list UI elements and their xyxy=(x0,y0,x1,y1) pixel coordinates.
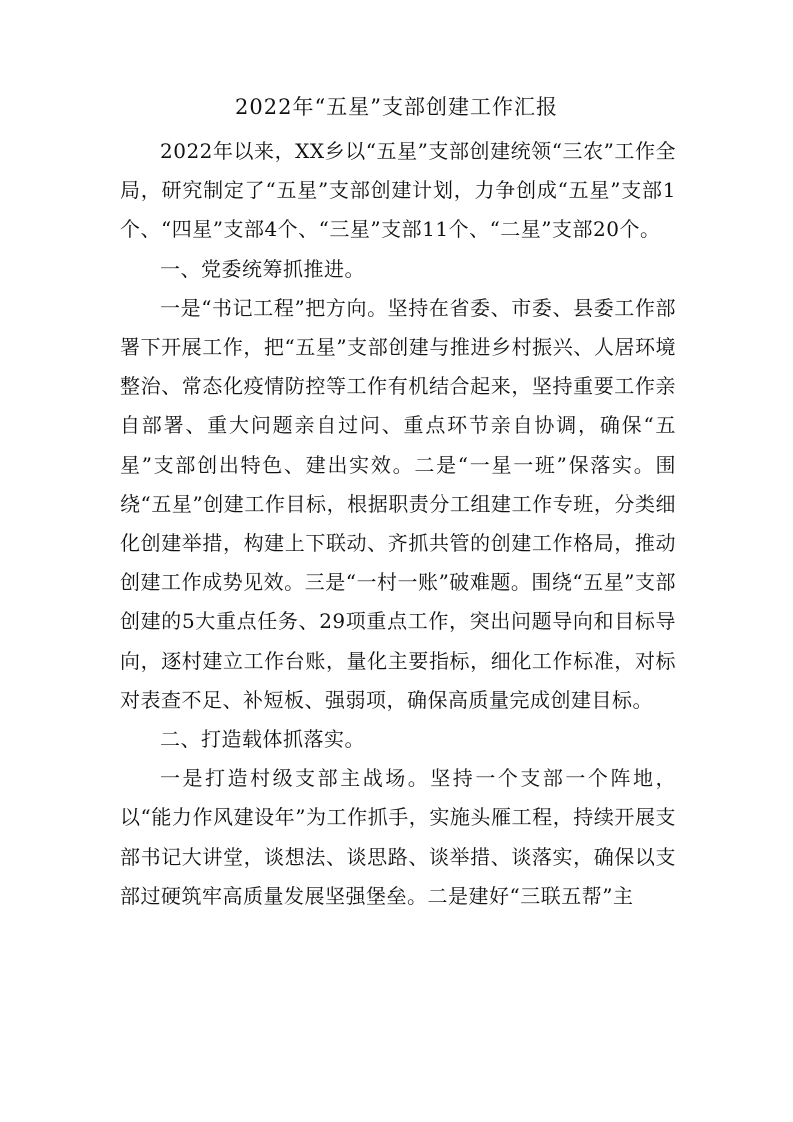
section-heading-2: 二、打造载体抓落实。 xyxy=(160,727,365,752)
section-heading-1: 一、党委统筹抓推进。 xyxy=(160,256,365,281)
document-title: 2022年“五星”支部创建工作汇报 xyxy=(235,95,558,119)
intro-paragraph: 2022年以来，XX乡以“五星”支部创建统领“三农”工作全局，研究制定了“五星”支部创建计划，力争创成“五星”支部1个、“四星”支部4个、“三星”支部11个、“二星”支部20个。 xyxy=(120,139,676,242)
document-body xyxy=(120,132,676,916)
section-2-paragraph: 一是打造村级支部主战场。坚持一个支部一个阵地，以“能力作风建设年”为工作抓手，实施头雁工程，持续开展支部书记大讲堂，谈想法、谈思路、谈举措、谈落实，确保以支部过硬筑牢高质量发展坚强堡垒。二是建好“三联五帮”主 xyxy=(120,766,676,908)
section-1-paragraph: 一是“书记工程”把方向。坚持在省委、市委、县委工作部署下开展工作，把“五星”支部创建与推进乡村振兴、人居环境整治、常态化疫情防控等工作有机结合起来，坚持重要工作亲自部署、重大问题亲自过问、重点环节亲自协调，确保“五星”支部创出特色、建出实效。二是“一星一班”保落实。围绕“五星”创建工作目标，根据职责分工组建工作专班，分类细化创建举措，构建上下联动、齐抓共管的创建工作格局，推动创建工作成势见效。三是“一村一账”破难题。围绕“五星”支部创建的5大重点任务、29项重点工作，突出问题导向和目标导向，逐村建立工作台账，量化主要指标，细化工作标准，对标对表查不足、补短板、强弱项，确保高质量完成创建目标。 xyxy=(120,295,676,712)
